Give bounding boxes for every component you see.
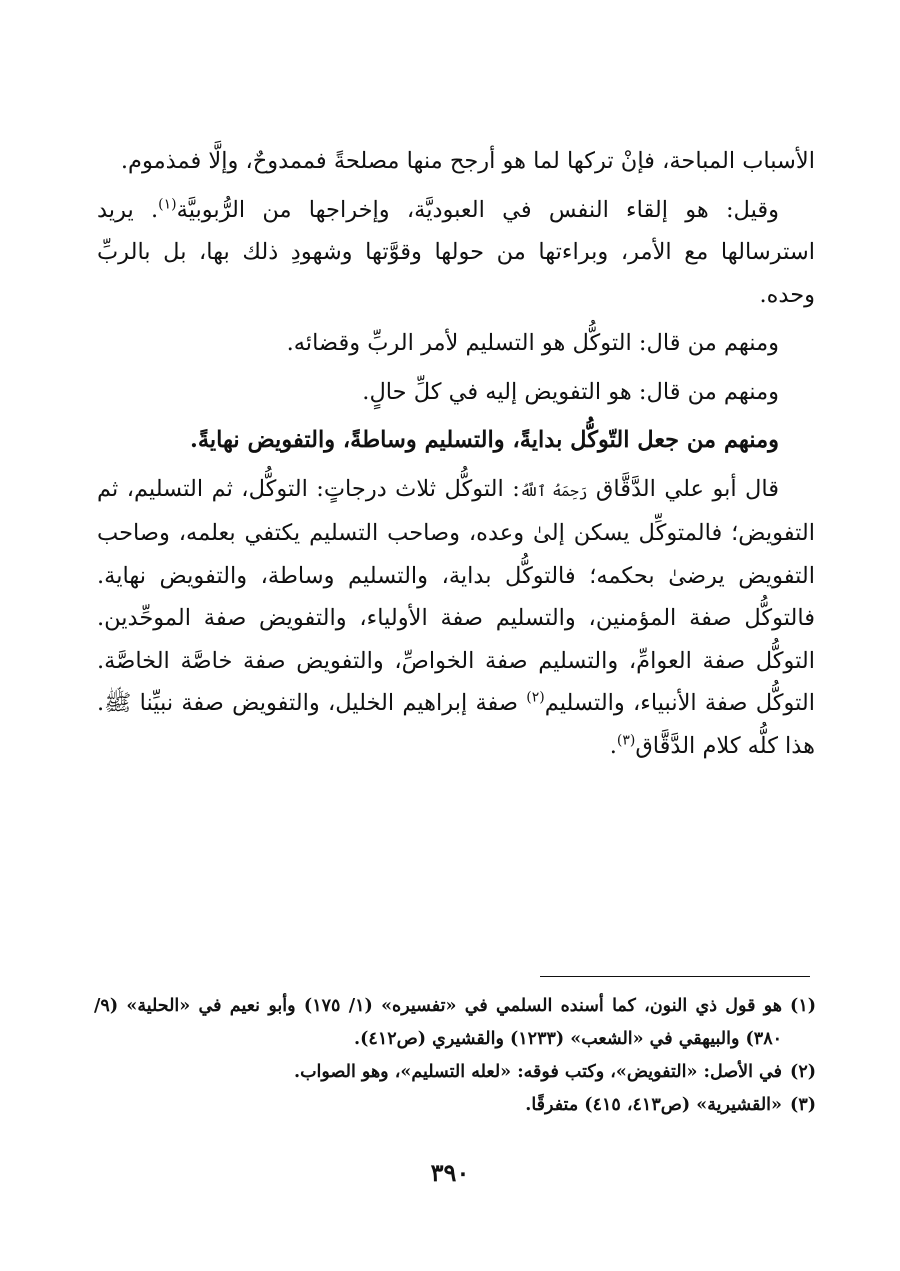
footnote-text: في الأصل: «التفويض»، وكتب فوقه: «لعله التسليم»، وهو الصواب. xyxy=(293,1062,782,1082)
footnote-2 xyxy=(94,1056,816,1089)
paragraph-2-text-a: وقيل: هو إلقاء النفس في العبوديَّة، وإخراجها من الرُّبوبيَّة xyxy=(176,196,779,223)
footnote-ref-1[interactable]: (١) xyxy=(158,196,177,212)
footnote-number: (٢) xyxy=(790,1062,816,1082)
paragraph-5: ومنهم من جعل التّوكُّل بدايةً، والتسليم وساطةً، والتفويض نهايةً. xyxy=(190,427,779,453)
footnote-ref-2[interactable]: (٢) xyxy=(526,689,545,706)
paragraph-2-text-b: . يريد استرسالها مع الأمر، وبراءتها من حولها وقوَّتها وشهودِ ذلك بها، بل بالربِّ وحده. xyxy=(97,196,815,308)
footnotes xyxy=(94,990,816,1122)
footnote-separator xyxy=(540,976,810,977)
paragraph-6-text-a: قال أبو علي الدَّقَّاق xyxy=(595,475,780,502)
footnote-number: (١) xyxy=(790,996,816,1016)
footnote-1 xyxy=(94,990,816,1056)
paragraph-6-text-d: . هذا كلُّه كلام الدَّقَّاق xyxy=(97,690,815,759)
paragraph-6-text-b: : التوكُّل ثلاث درجاتٍ: التوكُّل، ثم التسليم، ثم التفويض؛ فالمتوكِّل يسكن إلىٰ وعده، وصاحب التسليم يكتفي بعلمه، وصاحب التفويض يرضىٰ بحكمه؛ فالتوكُّل بداية، والتسليم وساطة، والتفويض نهاية. فالتوكُّل صفة المؤمنين، والتسليم صفة الأولياء، والتفويض صفة الموحِّدين. التوكُّل صفة العوامِّ، والتسليم صفة الخواصِّ، والتفويض صفة خاصَّة الخاصَّة. التوكُّل صفة الأنبياء، والتسليم xyxy=(97,475,815,716)
paragraph-6 xyxy=(97,468,815,768)
paragraph-3: ومنهم من قال: التوكُّل هو التسليم لأمر الربِّ وقضائه. xyxy=(286,330,779,356)
paragraph-6-text-c: صفة إبراهيم الخليل، والتفويض صفة نبيِّنا xyxy=(131,690,527,716)
paragraph-4: ومنهم من قال: هو التفويض إليه في كلِّ حالٍ. xyxy=(362,378,779,405)
footnote-number: (٣) xyxy=(790,1095,816,1115)
honorific: رَحِمَهُ ٱللَّهُ xyxy=(519,481,588,500)
paragraph-2 xyxy=(97,189,815,317)
footnote-text: «القشيرية» (ص٤١٣، ٤١٥) متفرقًا. xyxy=(525,1095,782,1115)
footnote-ref-3[interactable]: (٣) xyxy=(616,732,636,748)
footnote-text: هو قول ذي النون، كما أسنده السلمي في «تفسيره» (١/ ١٧٥) وأبو نعيم في «الحلية» (٩/ ٣٨٠) والبيهقي في «الشعب» (١٢٣٣) والقشيري (ص٤١٢). xyxy=(94,996,783,1049)
page-number: ٣٩٠ xyxy=(430,1158,470,1187)
salawat-symbol: ﷺ xyxy=(104,690,132,716)
paragraph-6-text-e: . xyxy=(609,732,617,759)
main-text xyxy=(97,140,815,767)
footnote-3 xyxy=(94,1089,816,1122)
paragraph-1: الأسباب المباحة، فإنْ تركها لما هو أرجح منها مصلحةً فممدوحٌ، وإلَّا فمذموم. xyxy=(120,148,815,174)
